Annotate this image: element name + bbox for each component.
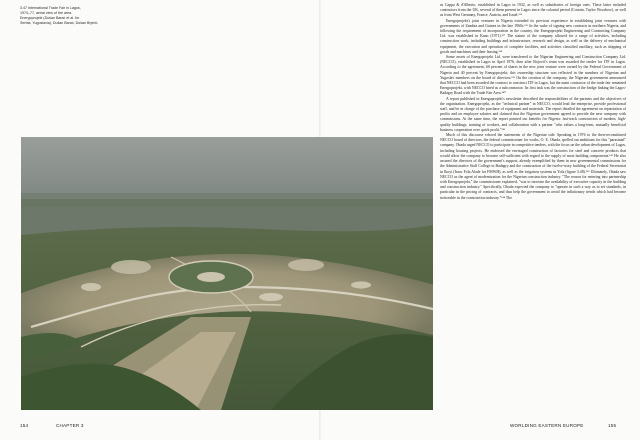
left-running-head: CHAPTER 3: [56, 423, 84, 428]
body-text-column: [440, 3, 626, 415]
right-page-number: 155: [608, 423, 617, 428]
aerial-photograph: [21, 137, 433, 410]
left-page-number: 154: [20, 423, 29, 428]
figure-caption: 3.47 International Trade Fair in Lagos, 1974–77, aerial view of the area. Energoprojekt (Dušan Barać et al. for Serbia, Yugoslavia), Dušan Barać, Dušan Brjerić.: [20, 6, 99, 26]
body-paragraph: as Cappa & d'Alberto, established in Lagos in 1932, as well as subsidiaries of foreign ones. These latter included contractors from the UK, several of them present in Lagos since the colonial period (Costain, Taylor Woodrow), as well as from West Germany, France, Austria, and Israel.¹³⁵: [440, 3, 626, 18]
body-paragraph: Energoprojekt's joint ventures in Nigeria extended its previous experience in establishing joint ventures with governments of Zambia and Guinea in the late 1960s.¹³⁶ In the wake of signing new contracts in northern Nigeria, and following the requirement of incorporation in the country, the Energoprojekt Engineering and Contracting Company Ltd. was established in Kano (1971).¹³⁷ The statute of the company allowed for a range of activities, including construction work, including buildings and infrastructure, research and design, as well as the delivery of mechanical equipment, the execution and operation of complete facilities, and activities classified ancillary, such as shipping of goods and machines and their leasing.¹³⁸: [440, 18, 626, 54]
body-paragraph: A report published in Energoprojekt's newsletter described the responsibilities of the partners and the objectives of the organization. Energoprojekt, as the "technical partner" in NECCO, would lead the enterprise, provide professional staff, and be in charge of the purchase of equipment and materials. The report detailed the agreement on repatriation of profits and on employee salaries and claimed that the Nigerian government agreed to provide the new company with commissions. At the same time, the report pointed out benefits for Nigeria: fast-track construction of modern, high-quality buildings, training of workers, and collaboration with a partner "who values a long-term, mutually beneficial business cooperation over quick profit."¹⁴¹: [440, 96, 626, 132]
body-paragraph: Some assets of Energoprojekt Ltd. were transferred to the Nigerian Engineering and Construction Company Ltd. (NECCO), established in Lagos in April 1976, then after Bojović's team was awarded the tender for ITF in Lagos. According to the agreement, 60 percent of shares in the new joint venture were owned by the Federal Government of Nigeria and 40 percent by Energoprojekt; this ownership structure was reflected in the numbers of Nigerian and Yugoslav members on the board of directors.¹³⁹ On the creation of the company, the Nigerian government announced that NECCO had been awarded the contract to construct ITF in Lagos, but the main contractor of the trade fair remained Energoprojekt, with NECCO hired as a subcontractor. Its first task was the construction of the bridge linking the Lagos-Badagry Road with the Trade Fair Area.¹⁴⁰: [440, 55, 626, 96]
body-paragraph: Much of this discourse echoed the statements of the Nigerian side. Speaking in 1976 to the then-reconstituted NECCO board of directors, the federal commissioner for works, O. E. Obada, spelled out ambitions for this "parastatal" company. Obada urged NECCO to participate in competitive tenders, with the focus on the urban development of Lagos, including housing projects. He endorsed the envisaged construction of factories for steel and concrete products that would allow the company to become self-sufficient with regard to the supply of most building components.¹⁴² He also assured the directors of the government's support, already exemplified by them in new governmental commissions for the Administrative Staff College in Badagry and the construction of the twelve-story building of the Federal Secretariat in Ikoyi (Isaac Fola Alade for FMWH), as well as the irrigation systems in Yola (figure 3.48).¹⁴³ Ultimately, Obada saw NECCO as the agent of modernization for the Nigerian construction industry. "The reason for entering into partnership with Energoprojekt," the commissioner explained, "was to increase the availability of executive capacity in the building and construction industry." Specifically, Obada expected the company to "operate in such a way as to set standards, in particular in the pricing of contracts, and thus help the government to avoid the inflationary trends which had become noticeable in the construction industry."¹⁴⁴ The: [440, 133, 626, 200]
right-running-head: WORLDING EASTERN EUROPE: [510, 423, 584, 428]
aerial-photo-illustration: [21, 137, 433, 410]
